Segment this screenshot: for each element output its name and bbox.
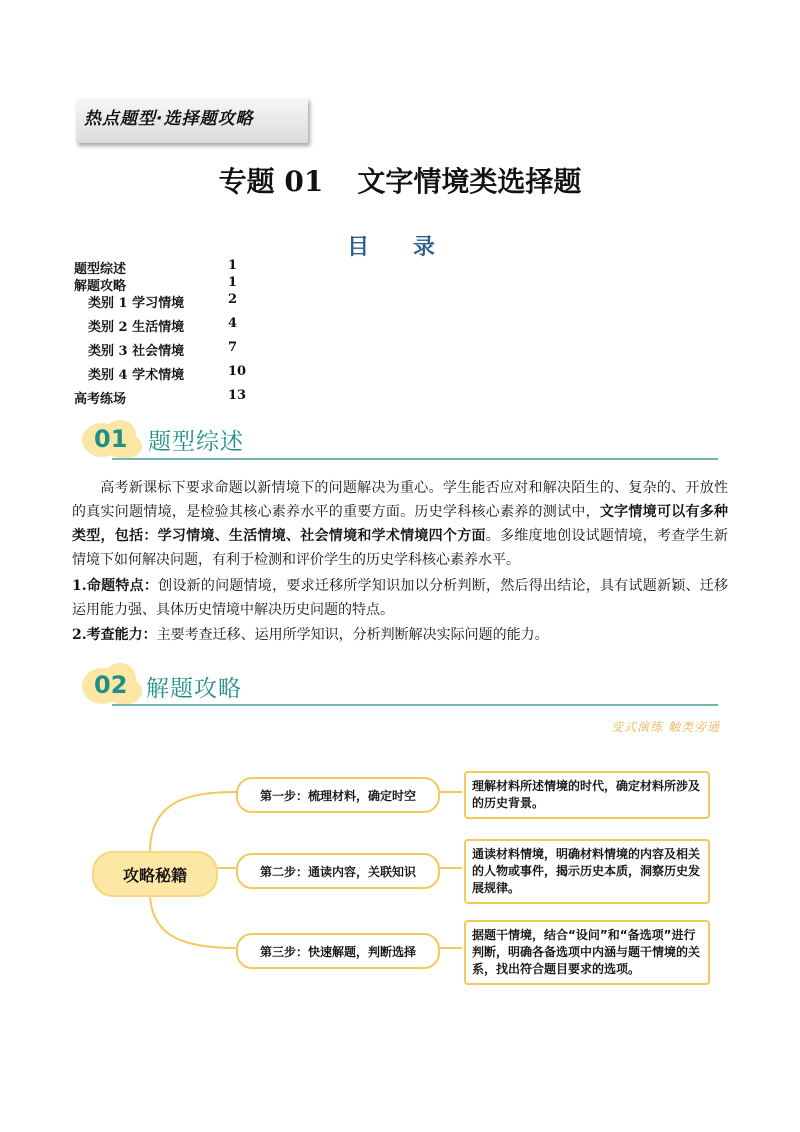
section-number: 02 bbox=[94, 671, 128, 699]
toc-item-label: 题型综述 bbox=[74, 262, 127, 277]
toc-item-page: 1 bbox=[228, 275, 238, 290]
para-text-a: 高考新课标下要求命题以新情境下的问题解决为重心。学生能否应对和解决陌生的、复杂的、开放性的真实问题情境，是检验其核心素养水平的重要方面。历史学科核心素养的测试中， bbox=[72, 480, 728, 520]
section-title: 题型综述 bbox=[148, 429, 244, 455]
mindmap-center-node: 攻略秘籍 bbox=[92, 851, 218, 897]
point2-label: 2.考查能力： bbox=[72, 627, 157, 643]
toc-item[interactable] bbox=[74, 292, 294, 310]
point1-label: 1.命题特点： bbox=[72, 578, 159, 594]
mindmap-step-1: 第一步：梳理材料，确定时空 bbox=[236, 777, 440, 813]
title-prefix: 专题 01 bbox=[218, 165, 324, 198]
mindmap-desc-1: 理解材料所述情境的时代，确定材料所涉及的历史背景。 bbox=[464, 771, 710, 819]
toc-item-label: 高考练场 bbox=[74, 392, 127, 407]
toc-item-label: 类别 4 学术情境 bbox=[88, 368, 185, 383]
section1-paragraph bbox=[72, 476, 728, 572]
page-title bbox=[0, 160, 800, 200]
section-number: 01 bbox=[94, 425, 128, 453]
section-title: 解题攻略 bbox=[146, 676, 242, 702]
section-tagline: 变式演练 触类旁通 bbox=[611, 720, 720, 734]
toc-item-label: 类别 1 学习情境 bbox=[88, 296, 185, 311]
point-characteristics bbox=[72, 574, 728, 622]
toc-item[interactable] bbox=[74, 258, 294, 276]
mindmap-desc-2: 通读材料情境，明确材料情境的内容及相关的人物或事件，揭示历史本质，洞察历史发展规律。 bbox=[464, 839, 710, 904]
toc-heading: 目 录 bbox=[347, 235, 453, 260]
section-divider bbox=[112, 458, 718, 460]
toc-item-label: 解题攻略 bbox=[74, 279, 127, 294]
toc-item-page: 1 bbox=[228, 258, 238, 273]
toc-item[interactable] bbox=[74, 275, 294, 293]
toc-item-label: 类别 2 生活情境 bbox=[88, 320, 185, 335]
title-main: 文字情境类选择题 bbox=[357, 165, 582, 198]
mindmap-step-3: 第三步：快速解题，判断选择 bbox=[236, 933, 440, 969]
toc-item-page: 2 bbox=[228, 292, 238, 307]
toc-item[interactable] bbox=[74, 340, 294, 358]
toc-item[interactable] bbox=[74, 388, 294, 406]
header-banner-text: 热点题型·选择题攻略 bbox=[84, 109, 254, 129]
toc-item-page: 10 bbox=[228, 364, 247, 379]
toc-item[interactable] bbox=[74, 316, 294, 334]
para-text-bold: 文字情境可以有多种类型，包括：学习情境、生活情境、社会情境和学术情境四个方面 bbox=[72, 504, 729, 544]
toc-item-page: 13 bbox=[228, 388, 247, 403]
toc-item-label: 类别 3 社会情境 bbox=[88, 344, 185, 359]
section-divider bbox=[112, 704, 718, 706]
point-ability bbox=[72, 623, 728, 647]
point1-text: 创设新的问题情境，要求迁移所学知识加以分析判断，然后得出结论，具有试题新颖、迁移运用能力强、具体历史情境中解决历史问题的特点。 bbox=[72, 578, 728, 618]
para-text-c: 。多维度地创设试题情境，考查学生新情境下如何解决问题，有利于检测和评价学生的历史学科核心素养水平。 bbox=[72, 528, 729, 568]
toc-item[interactable] bbox=[74, 364, 294, 382]
toc-item-page: 4 bbox=[228, 316, 238, 331]
mindmap-desc-3: 据题干情境，结合“设问”和“备选项”进行判断，明确各备选项中内涵与题干情境的关系，找出符合题目要求的选项。 bbox=[464, 920, 710, 985]
mindmap-step-2: 第二步：通读内容，关联知识 bbox=[236, 853, 440, 889]
toc-item-page: 7 bbox=[228, 340, 238, 355]
point2-text: 主要考查迁移、运用所学知识，分析判断解决实际问题的能力。 bbox=[156, 627, 549, 643]
